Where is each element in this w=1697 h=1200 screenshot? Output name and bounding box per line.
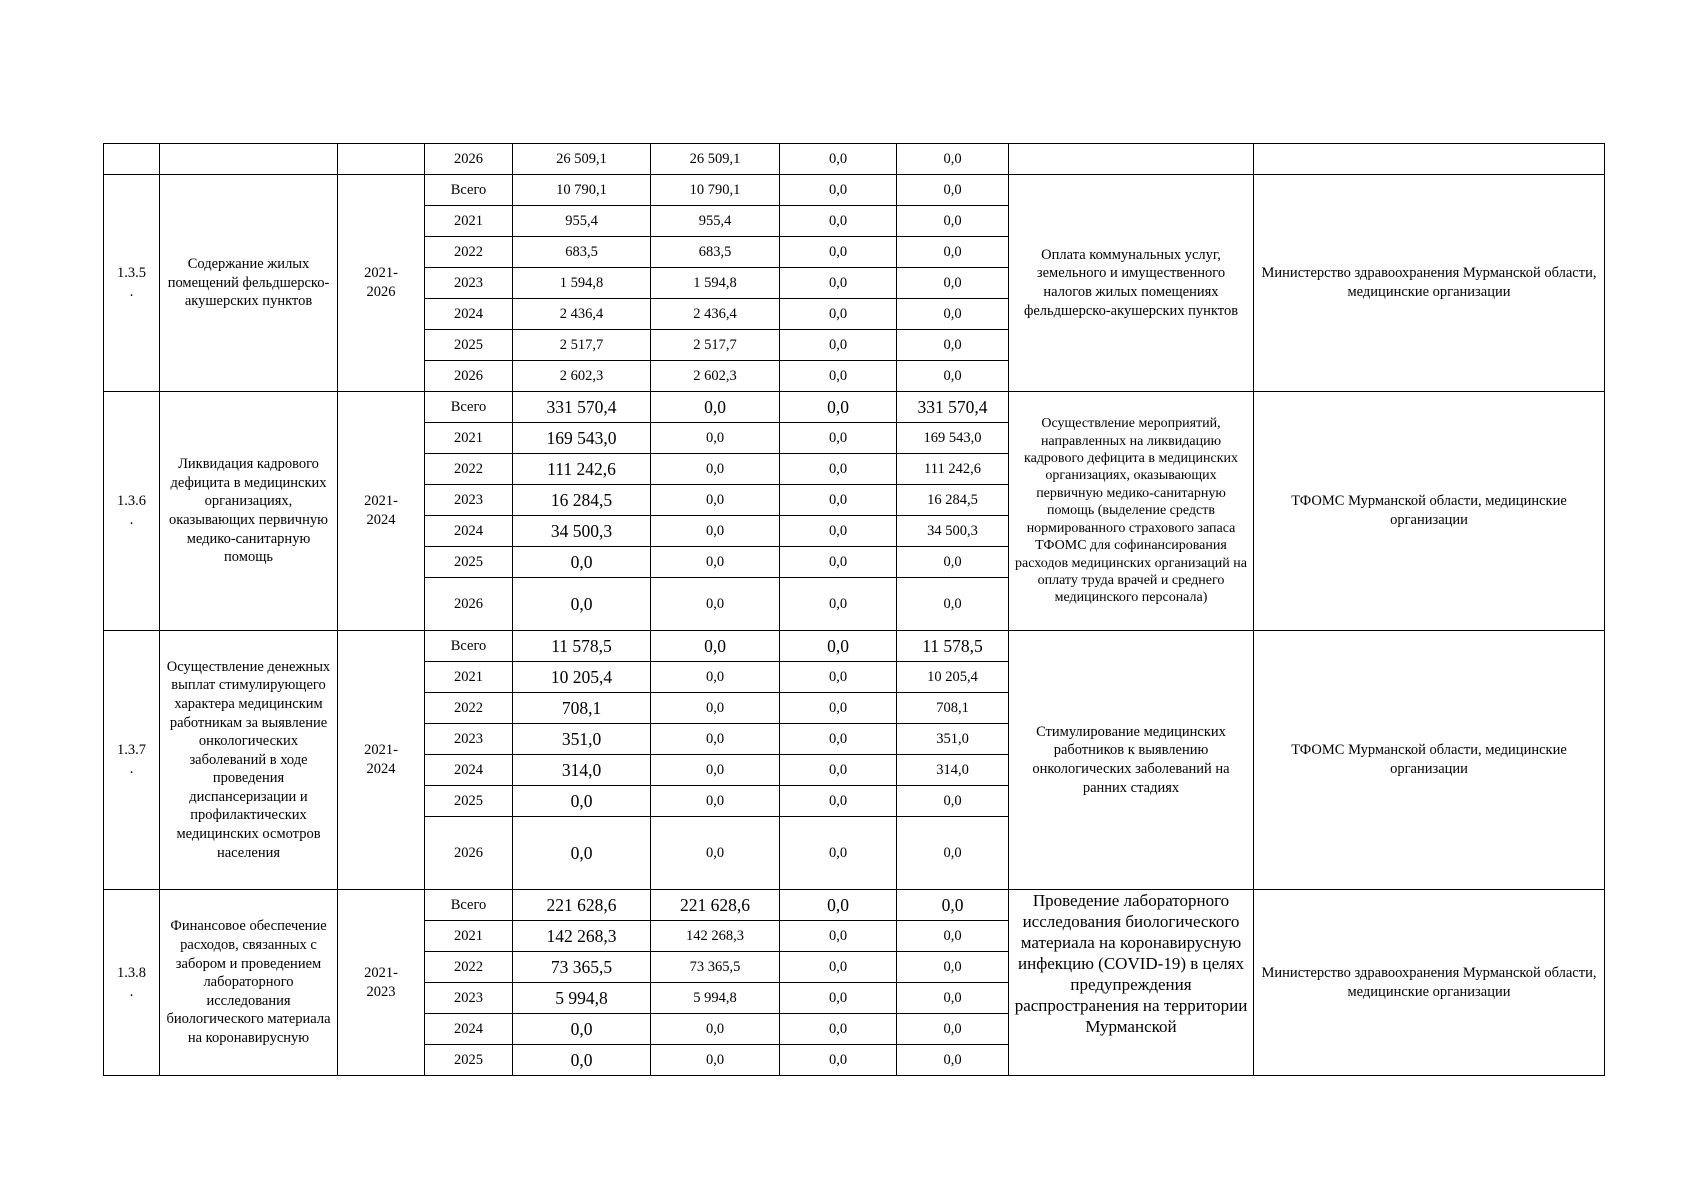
year-cell: Всего	[425, 890, 513, 921]
total-cell: 0,0	[513, 547, 651, 578]
measure-period: 2021- 2023	[338, 890, 425, 1076]
source-1-cell: 0,0	[651, 817, 780, 890]
source-2-cell: 0,0	[780, 547, 897, 578]
table-row	[104, 392, 1605, 423]
measure-executor: Министерство здравоохранения Мурманской области, медицинские организации	[1254, 890, 1605, 1076]
total-cell: 2 517,7	[513, 330, 651, 361]
source-2-cell: 0,0	[780, 890, 897, 921]
total-cell: 708,1	[513, 693, 651, 724]
source-2-cell: 0,0	[780, 299, 897, 330]
source-3-cell: 314,0	[897, 755, 1009, 786]
source-1-cell: 2 436,4	[651, 299, 780, 330]
year-cell: 2024	[425, 1014, 513, 1045]
source-1-cell: 221 628,6	[651, 890, 780, 921]
source-1-cell: 0,0	[651, 724, 780, 755]
total-cell: 0,0	[513, 786, 651, 817]
measure-description: Проведение лабораторного исследования биологического материала на коронавирусную инфекцию (COVID-19) в целях предупреждения распространения на территории Мурманской	[1009, 890, 1254, 1076]
year-cell: 2024	[425, 516, 513, 547]
source-1-cell: 955,4	[651, 206, 780, 237]
year-cell: 2021	[425, 423, 513, 454]
year-cell: 2023	[425, 724, 513, 755]
year-cell: 2022	[425, 693, 513, 724]
source-1-cell: 142 268,3	[651, 921, 780, 952]
source-3-cell: 0,0	[897, 330, 1009, 361]
source-2-cell: 0,0	[780, 952, 897, 983]
source-2-cell: 0,0	[780, 693, 897, 724]
source-1-cell: 10 790,1	[651, 175, 780, 206]
year-cell: 2023	[425, 983, 513, 1014]
source-2-cell: 0,0	[780, 786, 897, 817]
measure-executor: ТФОМС Мурманской области, медицинские организации	[1254, 392, 1605, 631]
source-2-cell: 0,0	[780, 817, 897, 890]
source-1-cell: 26 509,1	[651, 144, 780, 175]
source-1-cell: 0,0	[651, 631, 780, 662]
source-1-cell: 0,0	[651, 662, 780, 693]
source-1-cell: 0,0	[651, 1045, 780, 1076]
year-cell: 2021	[425, 662, 513, 693]
source-3-cell: 0,0	[897, 299, 1009, 330]
total-cell: 0,0	[513, 1045, 651, 1076]
source-1-cell: 73 365,5	[651, 952, 780, 983]
source-3-cell: 169 543,0	[897, 423, 1009, 454]
measure-executor	[1254, 144, 1605, 175]
measure-number: 1.3.7 .	[104, 631, 160, 890]
source-3-cell: 0,0	[897, 547, 1009, 578]
year-cell: 2023	[425, 268, 513, 299]
measure-description: Оплата коммунальных услуг, земельного и имущественного налогов жилых помещениях фельдшерско-акушерских пунктов	[1009, 175, 1254, 392]
total-cell: 5 994,8	[513, 983, 651, 1014]
source-2-cell: 0,0	[780, 454, 897, 485]
source-3-cell: 331 570,4	[897, 392, 1009, 423]
total-cell: 331 570,4	[513, 392, 651, 423]
total-cell: 73 365,5	[513, 952, 651, 983]
total-cell: 10 205,4	[513, 662, 651, 693]
source-3-cell: 0,0	[897, 206, 1009, 237]
measure-number: 1.3.6 .	[104, 392, 160, 631]
source-2-cell: 0,0	[780, 516, 897, 547]
source-3-cell: 0,0	[897, 175, 1009, 206]
source-2-cell: 0,0	[780, 631, 897, 662]
year-cell: Всего	[425, 631, 513, 662]
year-cell: 2021	[425, 206, 513, 237]
year-cell: 2021	[425, 921, 513, 952]
source-3-cell: 11 578,5	[897, 631, 1009, 662]
source-3-cell: 0,0	[897, 237, 1009, 268]
source-2-cell: 0,0	[780, 662, 897, 693]
source-2-cell: 0,0	[780, 423, 897, 454]
year-cell: 2024	[425, 755, 513, 786]
year-cell: 2022	[425, 237, 513, 268]
year-cell: 2022	[425, 952, 513, 983]
source-1-cell: 0,0	[651, 392, 780, 423]
measure-name	[160, 144, 338, 175]
source-2-cell: 0,0	[780, 578, 897, 631]
source-3-cell: 0,0	[897, 921, 1009, 952]
source-3-cell: 34 500,3	[897, 516, 1009, 547]
total-cell: 683,5	[513, 237, 651, 268]
measure-number	[104, 144, 160, 175]
source-3-cell: 0,0	[897, 1045, 1009, 1076]
source-1-cell: 2 517,7	[651, 330, 780, 361]
source-1-cell: 0,0	[651, 693, 780, 724]
year-cell: 2026	[425, 578, 513, 631]
table-body	[104, 144, 1605, 1076]
source-3-cell: 708,1	[897, 693, 1009, 724]
year-cell: 2026	[425, 144, 513, 175]
source-3-cell: 0,0	[897, 786, 1009, 817]
total-cell: 351,0	[513, 724, 651, 755]
total-cell: 11 578,5	[513, 631, 651, 662]
source-2-cell: 0,0	[780, 1014, 897, 1045]
source-2-cell: 0,0	[780, 983, 897, 1014]
year-cell: 2022	[425, 454, 513, 485]
source-3-cell: 16 284,5	[897, 485, 1009, 516]
measure-period: 2021- 2026	[338, 175, 425, 392]
year-cell: Всего	[425, 175, 513, 206]
source-1-cell: 1 594,8	[651, 268, 780, 299]
year-cell: 2024	[425, 299, 513, 330]
source-3-cell: 0,0	[897, 144, 1009, 175]
total-cell: 0,0	[513, 578, 651, 631]
measure-executor: ТФОМС Мурманской области, медицинские организации	[1254, 631, 1605, 890]
measure-period: 2021- 2024	[338, 631, 425, 890]
total-cell: 0,0	[513, 817, 651, 890]
source-2-cell: 0,0	[780, 485, 897, 516]
source-2-cell: 0,0	[780, 268, 897, 299]
source-2-cell: 0,0	[780, 175, 897, 206]
measure-description: Осуществление мероприятий, направленных на ликвидацию кадрового дефицита в медицинских организациях, оказывающих первичную медико-санитарную помощь (выделение средств нормированного страхового запаса ТФОМС для софинансирования расходов медицинских организаций на оплату труда врачей и среднего медицинского персонала)	[1009, 392, 1254, 631]
total-cell: 1 594,8	[513, 268, 651, 299]
measure-name: Содержание жилых помещений фельдшерско-акушерских пунктов	[160, 175, 338, 392]
source-2-cell: 0,0	[780, 392, 897, 423]
source-1-cell: 2 602,3	[651, 361, 780, 392]
total-cell: 314,0	[513, 755, 651, 786]
measure-number: 1.3.8 .	[104, 890, 160, 1076]
source-3-cell: 0,0	[897, 1014, 1009, 1045]
source-1-cell: 0,0	[651, 485, 780, 516]
total-cell: 221 628,6	[513, 890, 651, 921]
year-cell: 2025	[425, 547, 513, 578]
source-2-cell: 0,0	[780, 237, 897, 268]
total-cell: 111 242,6	[513, 454, 651, 485]
measure-description	[1009, 144, 1254, 175]
source-3-cell: 0,0	[897, 361, 1009, 392]
measure-period	[338, 144, 425, 175]
measure-executor: Министерство здравоохранения Мурманской области, медицинские организации	[1254, 175, 1605, 392]
source-3-cell: 0,0	[897, 578, 1009, 631]
measure-name: Ликвидация кадрового дефицита в медицинских организациях, оказывающих первичную медико-санитарную помощь	[160, 392, 338, 631]
total-cell: 26 509,1	[513, 144, 651, 175]
source-3-cell: 111 242,6	[897, 454, 1009, 485]
source-1-cell: 0,0	[651, 755, 780, 786]
source-1-cell: 0,0	[651, 786, 780, 817]
source-3-cell: 0,0	[897, 983, 1009, 1014]
total-cell: 10 790,1	[513, 175, 651, 206]
source-2-cell: 0,0	[780, 361, 897, 392]
year-cell: 2025	[425, 786, 513, 817]
total-cell: 16 284,5	[513, 485, 651, 516]
source-3-cell: 0,0	[897, 890, 1009, 921]
table-row	[104, 890, 1605, 921]
source-2-cell: 0,0	[780, 206, 897, 237]
measure-period: 2021- 2024	[338, 392, 425, 631]
source-2-cell: 0,0	[780, 724, 897, 755]
source-2-cell: 0,0	[780, 921, 897, 952]
program-measures-table	[103, 143, 1605, 1076]
table-row	[104, 144, 1605, 175]
source-2-cell: 0,0	[780, 755, 897, 786]
total-cell: 0,0	[513, 1014, 651, 1045]
total-cell: 34 500,3	[513, 516, 651, 547]
source-2-cell: 0,0	[780, 330, 897, 361]
source-3-cell: 0,0	[897, 268, 1009, 299]
source-1-cell: 0,0	[651, 578, 780, 631]
source-2-cell: 0,0	[780, 144, 897, 175]
year-cell: 2026	[425, 361, 513, 392]
year-cell: Всего	[425, 392, 513, 423]
source-1-cell: 0,0	[651, 423, 780, 454]
total-cell: 2 602,3	[513, 361, 651, 392]
year-cell: 2026	[425, 817, 513, 890]
source-1-cell: 5 994,8	[651, 983, 780, 1014]
total-cell: 955,4	[513, 206, 651, 237]
source-3-cell: 0,0	[897, 952, 1009, 983]
measure-name: Осуществление денежных выплат стимулирующего характера медицинским работникам за выявление онкологических заболеваний в ходе проведения диспансеризации и профилактических медицинских осмотров населения	[160, 631, 338, 890]
source-1-cell: 0,0	[651, 454, 780, 485]
total-cell: 142 268,3	[513, 921, 651, 952]
year-cell: 2025	[425, 1045, 513, 1076]
table-row	[104, 175, 1605, 206]
source-3-cell: 351,0	[897, 724, 1009, 755]
source-1-cell: 0,0	[651, 1014, 780, 1045]
source-1-cell: 0,0	[651, 547, 780, 578]
source-1-cell: 0,0	[651, 516, 780, 547]
measure-number: 1.3.5 .	[104, 175, 160, 392]
measure-description: Стимулирование медицинских работников к выявлению онкологических заболеваний на ранних стадиях	[1009, 631, 1254, 890]
source-3-cell: 0,0	[897, 817, 1009, 890]
source-2-cell: 0,0	[780, 1045, 897, 1076]
table-row	[104, 631, 1605, 662]
source-3-cell: 10 205,4	[897, 662, 1009, 693]
year-cell: 2025	[425, 330, 513, 361]
measure-name: Финансовое обеспечение расходов, связанных с забором и проведением лабораторного исследования биологического материала на коронавирусную	[160, 890, 338, 1076]
total-cell: 2 436,4	[513, 299, 651, 330]
total-cell: 169 543,0	[513, 423, 651, 454]
year-cell: 2023	[425, 485, 513, 516]
source-1-cell: 683,5	[651, 237, 780, 268]
